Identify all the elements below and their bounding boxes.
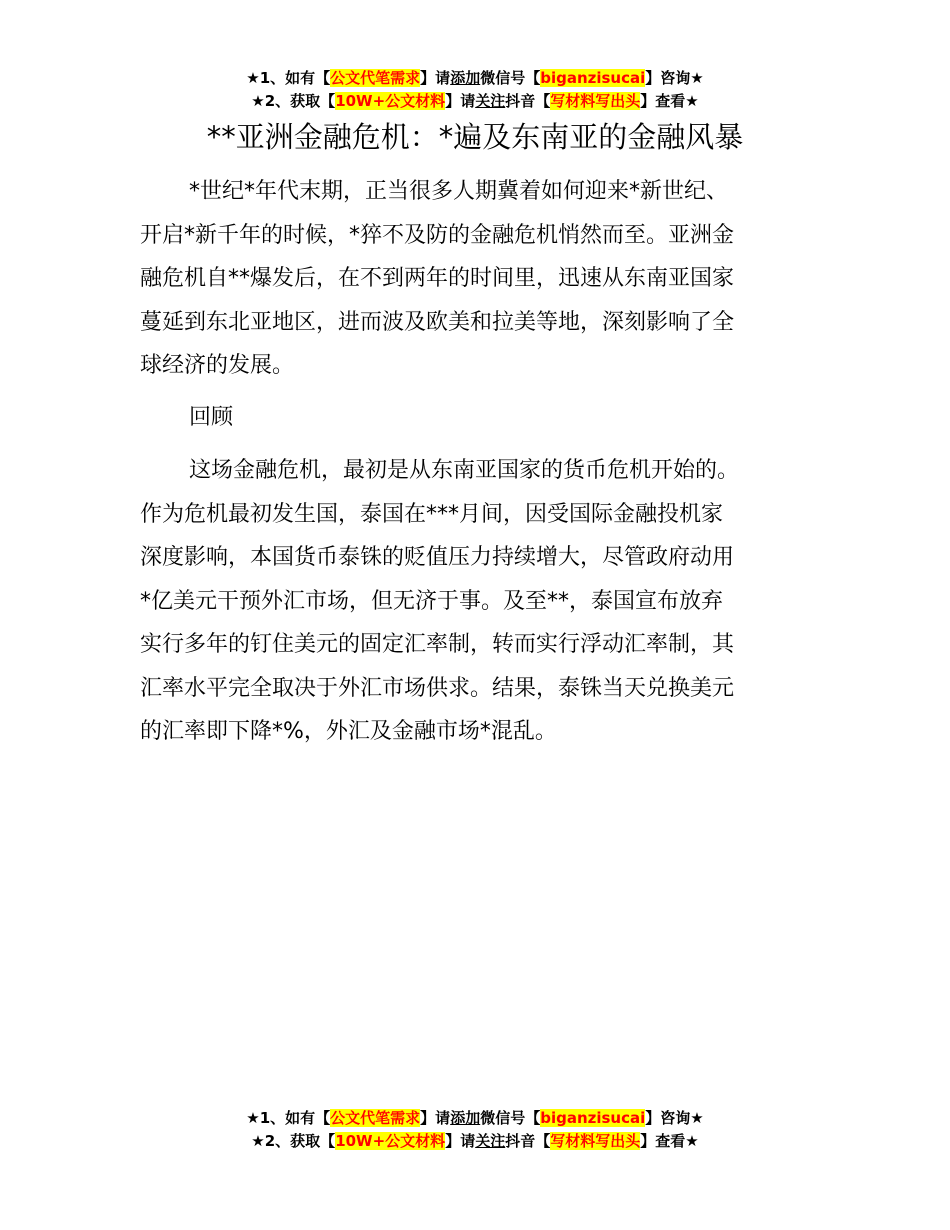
- highlight-service: 公文代笔需求: [330, 1109, 421, 1127]
- paragraph-intro: [140, 170, 812, 388]
- paragraph-line: 作为危机最初发生国，泰国在***月间，因受国际金融投机家: [140, 501, 724, 527]
- paragraph-line: 深度影响，本国货币泰铢的贬值压力持续增大，尽管政府动用: [140, 545, 735, 570]
- paragraph-line: 汇率水平完全取决于外汇市场供求。结果，泰铢当天兑换美元: [140, 675, 735, 701]
- paragraph-line: 球经济的发展。: [140, 353, 295, 378]
- section-heading-text: 回顾: [189, 405, 234, 430]
- paragraph-line: 的汇率即下降*%，外汇及金融市场*混乱。: [140, 719, 557, 744]
- header-banner: [0, 67, 950, 113]
- footer-banner: [0, 1107, 950, 1153]
- highlight-service: 公文代笔需求: [330, 69, 421, 87]
- document-title: **亚洲金融危机：*遍及东南亚的金融风暴: [206, 120, 744, 154]
- highlight-wechat-id: biganzisucai: [540, 1109, 646, 1127]
- section-heading: [140, 396, 812, 440]
- banner-line-2: ★2、获取【10W+公文材料】请关注抖音【写材料写出头】查看★: [251, 1132, 699, 1150]
- banner-line-1: ★1、如有【公文代笔需求】请添加微信号【biganzisucai】咨询★: [246, 69, 704, 87]
- highlight-wechat-id: biganzisucai: [540, 69, 646, 87]
- paragraph-line: *世纪*年代末期，正当很多人期冀着如何迎来*新世纪、: [189, 179, 729, 204]
- banner-line-1: ★1、如有【公文代笔需求】请添加微信号【biganzisucai】咨询★: [246, 1109, 704, 1127]
- highlight-materials: 10W+公文材料: [335, 92, 446, 110]
- highlight-douyin-account: 写材料写出头: [550, 92, 641, 110]
- paragraph-line: 蔓延到东北亚地区，进而波及欧美和拉美等地，深刻影响了全: [140, 309, 735, 335]
- paragraph-review: [140, 449, 812, 754]
- paragraph-line: 实行多年的钉住美元的固定汇率制，转而实行浮动汇率制，其: [140, 632, 735, 657]
- banner-line-2: ★2、获取【10W+公文材料】请关注抖音【写材料写出头】查看★: [251, 92, 699, 110]
- paragraph-line: *亿美元干预外汇市场，但无济于事。及至**，泰国宣布放弃: [140, 588, 724, 614]
- highlight-douyin-account: 写材料写出头: [550, 1132, 641, 1150]
- paragraph-line: 开启*新千年的时候，*猝不及防的金融危机悄然而至。亚洲金: [140, 222, 735, 248]
- paragraph-line: 这场金融危机，最初是从东南亚国家的货币危机开始的。: [189, 458, 740, 483]
- highlight-materials: 10W+公文材料: [335, 1132, 446, 1150]
- paragraph-line: 融危机自**爆发后，在不到两年的时间里，迅速从东南亚国家: [140, 266, 735, 291]
